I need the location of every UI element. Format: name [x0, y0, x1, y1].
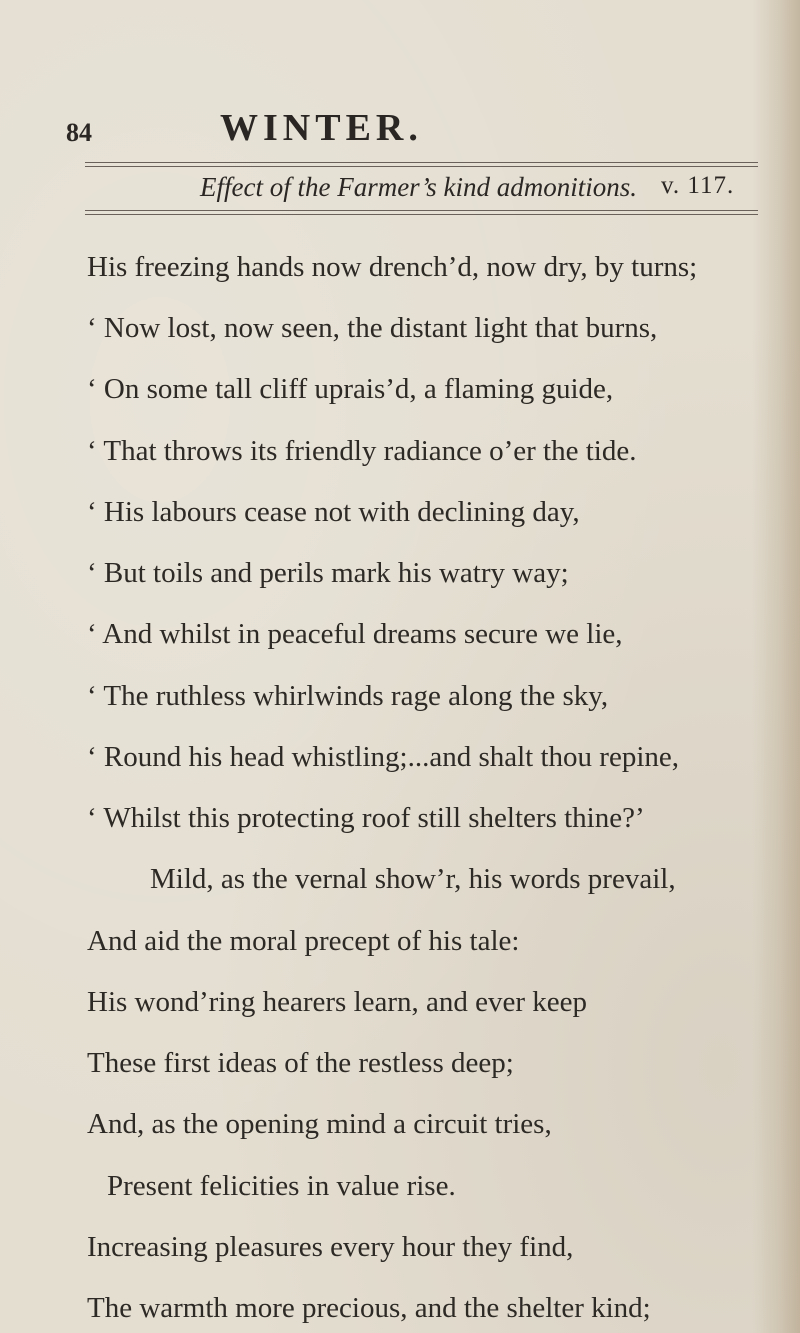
running-title: WINTER. [220, 107, 423, 149]
page-number: 84 [66, 118, 92, 147]
verse-line: These first ideas of the restless deep; [87, 1047, 514, 1079]
subheading-title: Effect of the Farmer’s kind admonitions. [200, 172, 637, 202]
verse-line: Increasing pleasures every hour they find, [87, 1231, 574, 1263]
verse-line: Present felicities in value rise. [107, 1170, 456, 1202]
verse-line: His wond’ring hearers learn, and ever keep [87, 986, 588, 1018]
verse-line: Mild, as the vernal show’r, his words prevail, [150, 863, 676, 895]
verse-line: And aid the moral precept of his tale: [87, 925, 520, 957]
verse-line: ‘ Now lost, now seen, the distant light that burns, [87, 312, 658, 344]
verse-line: ‘ Whilst this protecting roof still shelters thine?’ [87, 802, 645, 834]
running-head [0, 107, 800, 158]
verse-line: ‘ On some tall cliff uprais’d, a flaming guide, [87, 373, 614, 405]
verse-line: ‘ His labours cease not with declining day, [87, 496, 580, 528]
section-subheading [0, 172, 800, 206]
subheading-rule-bottom [85, 210, 758, 215]
verse-line: ‘ Round his head whistling;...and shalt thou repine, [87, 741, 680, 773]
verse-line: His freezing hands now drench’d, now dry, by turns; [87, 251, 698, 283]
verse-reference: v. 117. [661, 172, 735, 199]
verse-line: ‘ But toils and perils mark his watry way; [87, 557, 569, 589]
verse-line: The warmth more precious, and the shelter kind; [87, 1292, 651, 1324]
header-rule-top [85, 162, 758, 163]
verse-line: ‘ That throws its friendly radiance o’er the tide. [87, 435, 637, 467]
verse-line: And, as the opening mind a circuit tries, [87, 1108, 552, 1140]
verse-line: ‘ The ruthless whirlwinds rage along the sky, [87, 680, 609, 712]
verse-line: ‘ And whilst in peaceful dreams secure we lie, [87, 618, 623, 650]
header-rule-top-thin [85, 166, 758, 167]
